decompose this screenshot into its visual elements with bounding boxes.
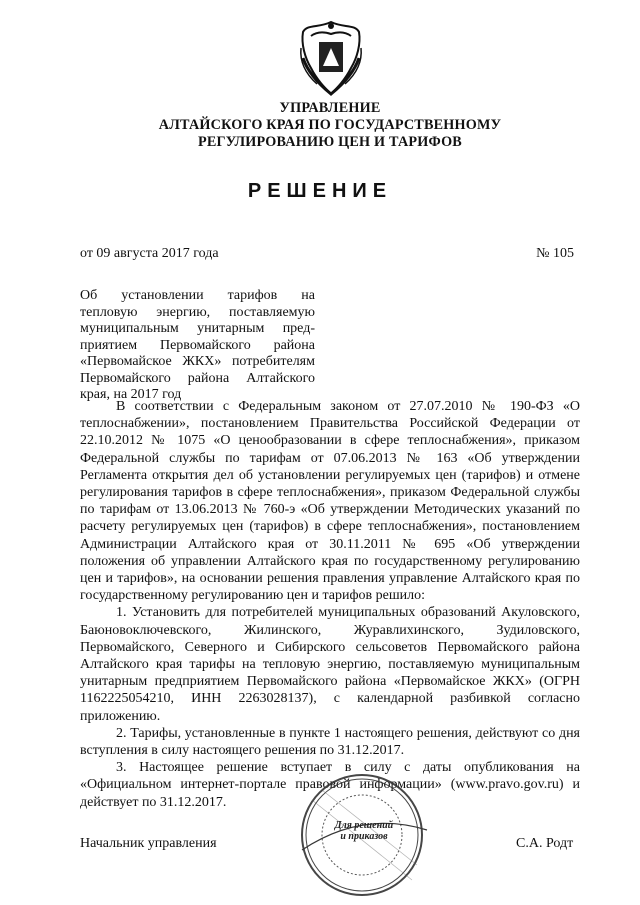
coat-of-arms-icon [297,18,365,98]
subject-line: муниципальным унитарным пред- [80,321,315,336]
org-name-line2: АЛТАЙСКОГО КРАЯ ПО ГОСУДАРСТВЕННОМУ [158,117,502,133]
document-number: № 105 [536,246,574,261]
document-title: РЕШЕНИЕ [247,180,393,202]
stamp-label [333,820,395,842]
document-date: от 09 августа 2017 года [80,246,219,261]
subject-line: Об установлении тарифов на [80,288,315,303]
document-subject [80,288,315,404]
signatory-role: Начальник управления [80,836,217,851]
org-name-line3: РЕГУЛИРОВАНИЮ ЦЕН И ТАРИФОВ [198,134,462,150]
body-paragraph-item-2: 2. Тарифы, установленные в пункте 1 настоящего решения, действуют со дня вступления в силу настоящего решения по 31.12.2017. [80,725,580,759]
stamp-label-line: Для решений [334,820,394,831]
body-paragraph-item-1: 1. Установить для потребителей муниципальных образований Акуловского, Баюновоключевского, Жилинского, Журавлихинского, Зудиловского, Первомайского, Северного и Сибирского сельсоветов Первомайского района Алтайского края тарифы на тепловую энергию, поставляемую муниципальным унитарным предприятием Первомайского района «Первомайское ЖКХ» (ОГРН 1162225054210, ИНН 2263028137), с календарной разбивкой согласно приложению. [80,605,580,724]
subject-line: «Первомайское ЖКХ» потребителям [80,354,315,369]
signatory-name: С.А. Родт [516,836,574,851]
body-paragraph-item-3: 3. Настоящее решение вступает в силу с даты опубликования на «Официальном интернет-портале правовой информации» (www.pravo.gov.ru) и действует по 31.12.2017. [80,760,580,810]
subject-line: тепловую энергию, поставляемую [80,304,315,320]
body-paragraph-preamble: В соответствии с Федеральным законом от 27.07.2010 № 190-ФЗ «О теплоснабжении», постановлением Правительства Российской Федерации от 22.10.2012 № 1075 «О ценообразовании в сфере теплоснабжения», приказом Федеральной службы по тарифам от 07.06.2013 № 163 «Об утверждении Регламента открытия дел об установлении регулируемых цен (тарифов) и отмене регулирования тарифов в сфере теплоснабжения», приказом Федеральной службы по тарифам от 13.06.2013 № 760-э «Об утверждении Методических указаний по расчету регулируемых цен (тарифов) в сфере теплоснабжения», постановлением Администрации Алтайского края от 30.11.2011 № 695 «Об утверждении положения об управлении Алтайского края по государственному регулированию цен и тарифов», на основании решения правления управление Алтайского края по государственному регулированию цен и тарифов решило: [80,399,580,604]
subject-line: приятием Первомайского района [80,337,315,353]
document-body [80,398,580,811]
subject-line: Первомайского района Алтайского [80,370,315,386]
subject-line: края, на 2017 год [80,387,182,402]
stamp-label-line: и приказов [340,831,388,842]
org-name-line1: УПРАВЛЕНИЕ [279,100,381,116]
